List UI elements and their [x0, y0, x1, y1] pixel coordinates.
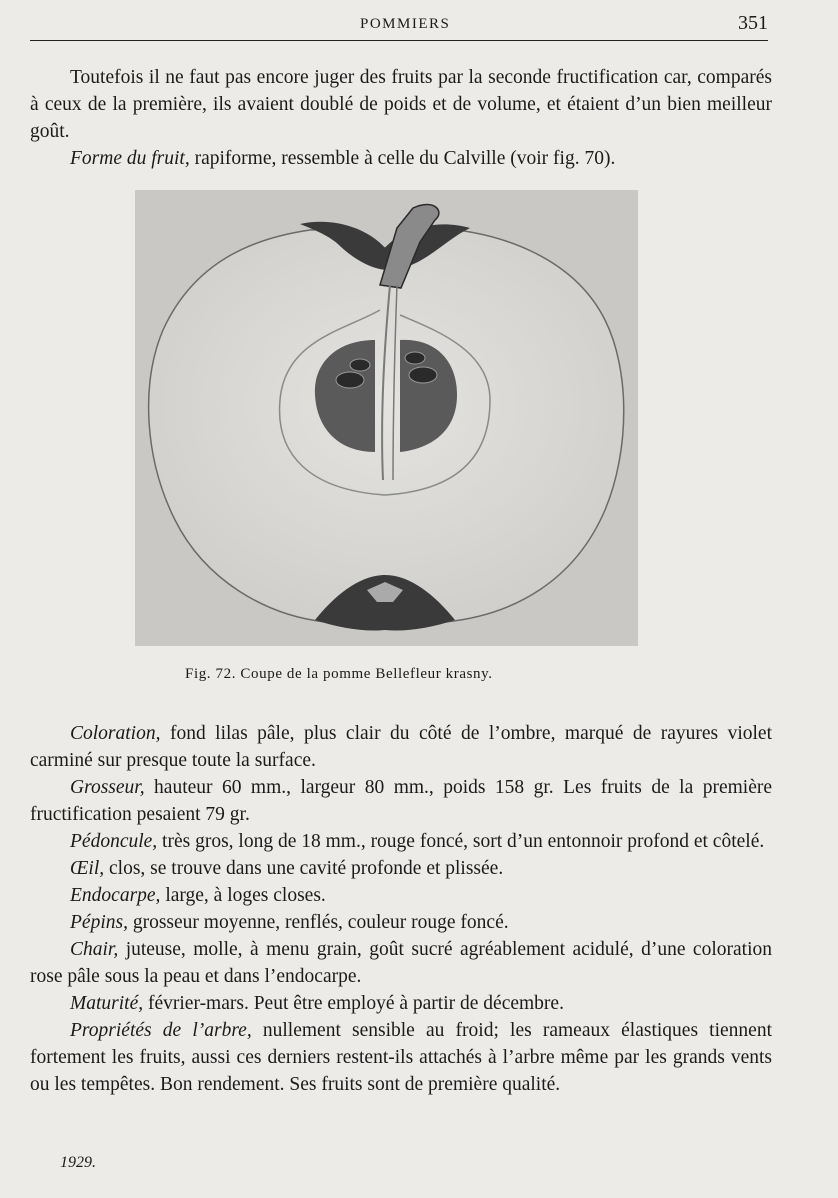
entry-chair	[30, 936, 772, 990]
entry-text: clos, se trouve dans une cavité profonde et plissée.	[104, 858, 504, 879]
entry-label: Endocarpe,	[70, 885, 161, 906]
entry-text: très gros, long de 18 mm., rouge foncé, sort d’un entonnoir profond et côtelé.	[157, 831, 765, 852]
entry-text: grosseur moyenne, renflés, couleur rouge foncé.	[127, 912, 509, 933]
entry-label: Pépins,	[70, 912, 128, 933]
apple-cross-section-figure	[135, 190, 638, 646]
entry-label: Grosseur,	[70, 777, 145, 798]
forme-paragraph	[30, 145, 772, 172]
entry-label: Maturité,	[70, 993, 144, 1014]
entry-endocarpe	[30, 882, 772, 909]
entry-text: fond lilas pâle, plus clair du côté de l’ombre, marqué de rayures violet carminé sur presque toute la surface.	[30, 723, 772, 771]
figure-caption: Fig. 72. Coupe de la pomme Bellefleur krasny.	[185, 666, 493, 682]
entry-text: juteuse, molle, à menu grain, goût sucré agréablement acidulé, d’une coloration rose pâle sous la peau et dans l’endocarpe.	[30, 939, 772, 987]
entry-proprietes	[30, 1017, 772, 1098]
entry-text: février-mars. Peut être employé à partir de décembre.	[143, 993, 564, 1014]
intro-text	[30, 64, 772, 172]
entry-coloration	[30, 720, 772, 774]
entry-pepins	[30, 909, 772, 936]
entry-text: nullement sensible au froid; les rameaux élastiques tiennent fortement les fruits, aussi ces derniers restent-ils attachés à l’arbre même par les grands vents ou les tempêtes. Bon rendement. Ses fruits sont de première qualité.	[30, 1020, 772, 1095]
page-number: 351	[738, 12, 768, 34]
forme-label: Forme du fruit,	[70, 148, 190, 169]
description-text	[30, 720, 772, 1098]
entry-oeil	[30, 855, 772, 882]
entry-label: Pédoncule,	[70, 831, 158, 852]
entry-grosseur	[30, 774, 772, 828]
page-header	[30, 10, 768, 41]
running-title: POMMIERS	[360, 16, 451, 32]
entry-text: hauteur 60 mm., largeur 80 mm., poids 158 gr. Les fruits de la première fructification pesaient 79 gr.	[30, 777, 772, 825]
entry-label: Œil,	[70, 858, 105, 879]
entry-maturite	[30, 990, 772, 1017]
footer-year: 1929.	[60, 1154, 96, 1171]
intro-paragraph: Toutefois il ne faut pas encore juger des fruits par la seconde fructification car, comparés à ceux de la première, ils avaient doublé de poids et de volume, et étaient d’un bien meilleur goût.	[30, 67, 772, 142]
entry-text: large, à loges closes.	[160, 885, 326, 906]
entry-label: Coloration,	[70, 723, 161, 744]
entry-label: Chair,	[70, 939, 119, 960]
forme-text: rapiforme, ressemble à celle du Calville (voir fig. 70).	[189, 148, 616, 169]
entry-label: Propriétés de l’arbre,	[70, 1020, 252, 1041]
entry-pedoncule	[30, 828, 772, 855]
apple-cross-section-illustration	[135, 190, 638, 646]
